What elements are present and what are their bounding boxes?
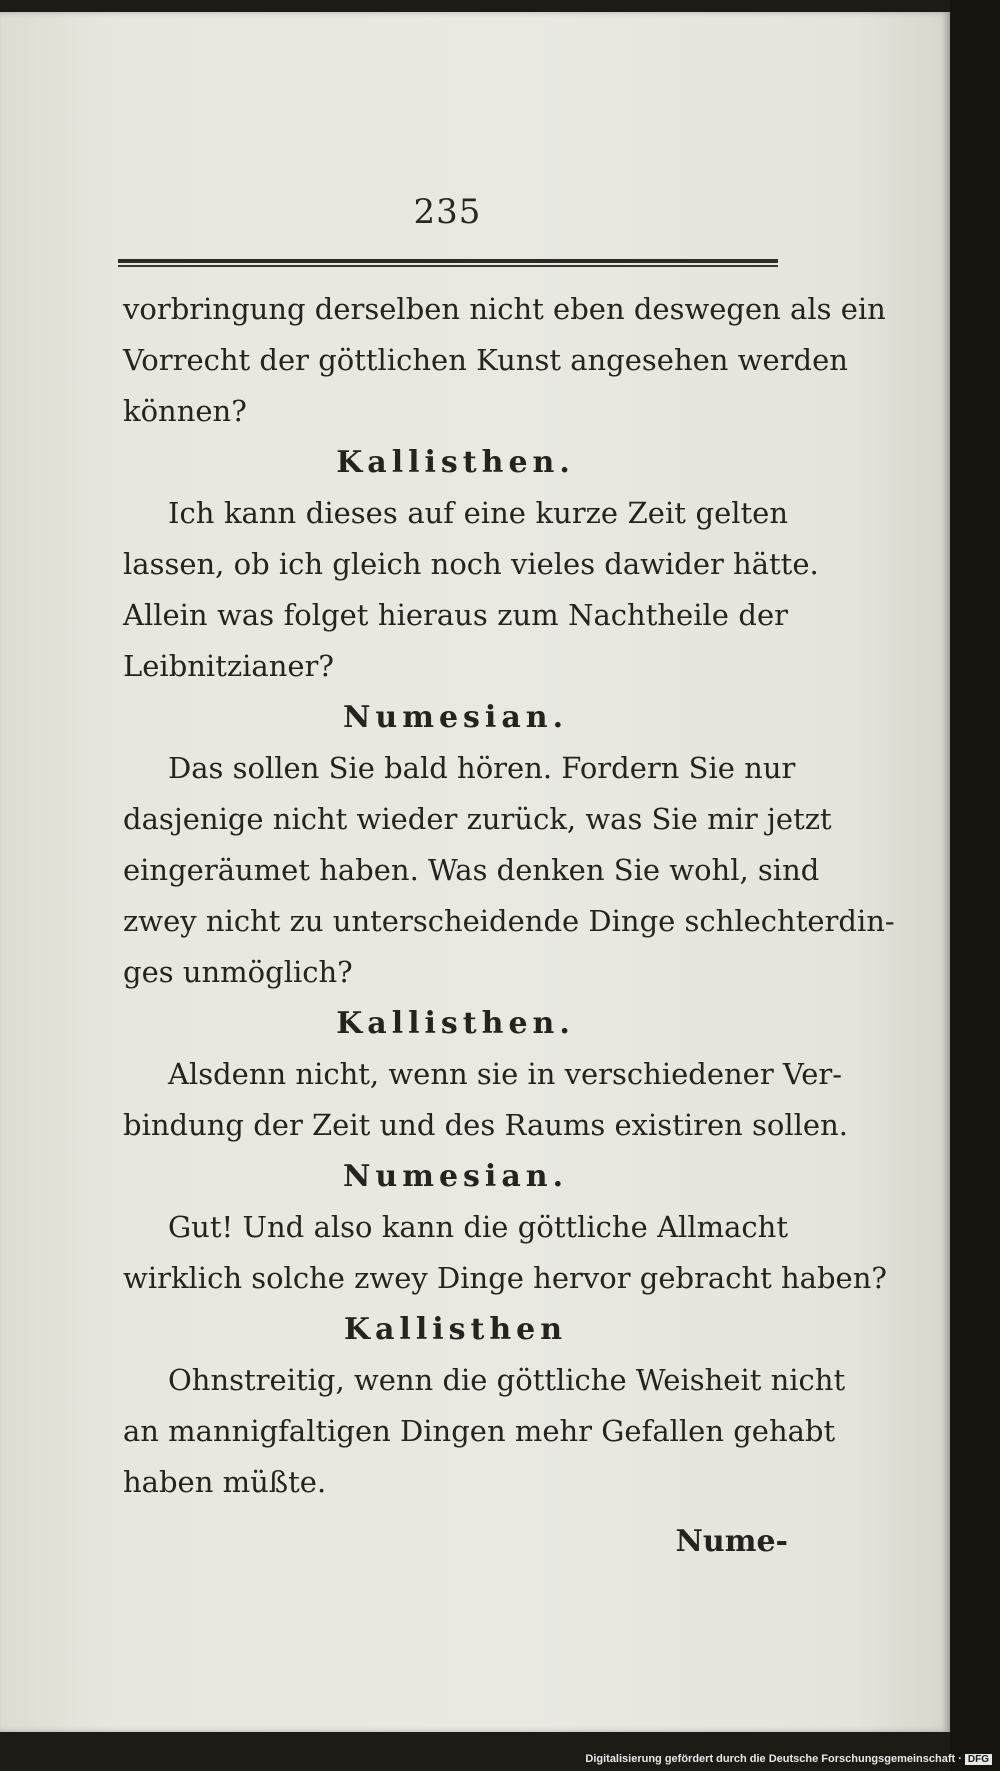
text-line: lassen, ob ich gleich noch vieles dawider hätte. bbox=[123, 547, 819, 581]
text-line: Ohnstreitig, wenn die göttliche Weisheit nicht bbox=[168, 1363, 846, 1397]
text-line: bindung der Zeit und des Raums existiren sollen. bbox=[123, 1108, 848, 1142]
catchword: Nume- bbox=[675, 1524, 788, 1559]
text-line: an mannigfaltigen Dingen mehr Gefallen gehabt bbox=[123, 1414, 836, 1448]
text-line: dasjenige nicht wieder zurück, was Sie mir jetzt bbox=[123, 802, 832, 836]
speaker-name: Kallisthen. bbox=[336, 445, 575, 480]
speaker-name: Kallisthen bbox=[343, 1312, 568, 1347]
text-line: wirklich solche zwey Dinge hervor gebracht haben? bbox=[123, 1261, 887, 1295]
text-line: Vorrecht der göttlichen Kunst angesehen werden bbox=[123, 343, 848, 377]
header-rule bbox=[118, 259, 778, 267]
text-line: zwey nicht zu unterscheidende Dinge schlechterdin- bbox=[123, 904, 895, 938]
book-page bbox=[0, 12, 950, 1732]
text-line: ges unmöglich? bbox=[123, 955, 353, 989]
text-line: vorbringung derselben nicht eben deswegen als ein bbox=[123, 292, 886, 326]
speaker-name: Kallisthen. bbox=[336, 1006, 575, 1041]
text-line: Gut! Und also kann die göttliche Allmacht bbox=[168, 1210, 788, 1244]
scan-background-edge bbox=[950, 0, 1000, 1771]
text-line: können? bbox=[123, 394, 247, 428]
speaker-name: Numesian. bbox=[342, 1159, 569, 1194]
body-text bbox=[123, 284, 895, 1567]
text-line: Allein was folget hieraus zum Nachtheile der bbox=[123, 598, 788, 632]
digitization-footer bbox=[585, 1753, 992, 1765]
speaker-name: Numesian. bbox=[342, 700, 569, 735]
text-line: Alsdenn nicht, wenn sie in verschiedener Ver- bbox=[168, 1057, 843, 1091]
text-line: Leibnitzianer? bbox=[123, 649, 334, 683]
text-line: haben müßte. bbox=[123, 1465, 327, 1499]
footer-text: Digitalisierung gefördert durch die Deutsche Forschungsgemeinschaft · bbox=[585, 1753, 962, 1765]
text-line: Ich kann dieses auf eine kurze Zeit gelten bbox=[168, 496, 788, 530]
dfg-logo: DFG bbox=[965, 1754, 992, 1765]
page-number: 235 bbox=[413, 192, 482, 232]
text-line: eingeräumet haben. Was denken Sie wohl, sind bbox=[123, 853, 820, 887]
text-line: Das sollen Sie bald hören. Fordern Sie nur bbox=[168, 751, 796, 785]
